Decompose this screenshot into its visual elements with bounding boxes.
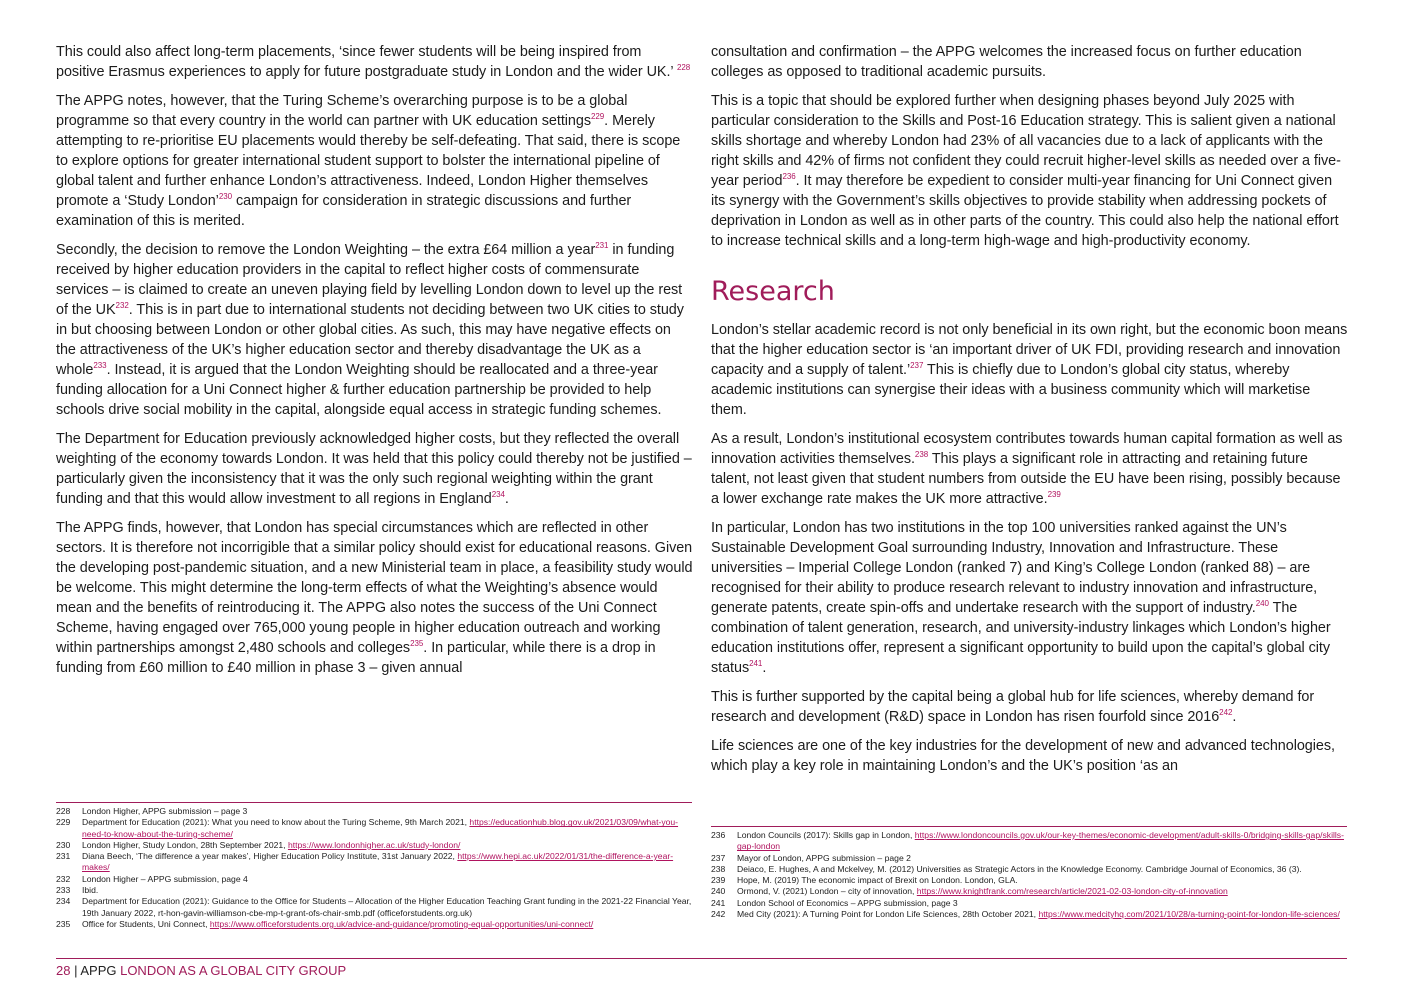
footnote-citation: London Higher, Study London, 28th September 2021, <box>82 839 288 850</box>
footer-group-name: LONDON AS A GLOBAL CITY GROUP <box>120 963 347 978</box>
footnote-citation: London Councils (2017): Skills gap in London, <box>737 830 915 840</box>
footnote-link[interactable]: https://www.knightfrank.com/research/article/2021-02-03-london-city-of-innovation <box>916 886 1228 897</box>
footnote-number: 233 <box>56 885 71 896</box>
footnote-text <box>737 853 1347 864</box>
paragraph: As a result, London’s institutional ecosystem contributes towards human capital formation as well as innovation activities themselves.$^{238}$ This plays a significant role in attracting and retaining future talent, not least given that student numbers from outside the EU have been rising, possibly because a lower exchange rate makes the UK more attractive.$^{239}$ <box>711 431 1343 507</box>
footnote-text <box>737 875 1347 886</box>
footnote-text <box>82 874 692 885</box>
footer-divider <box>56 958 1347 959</box>
footnote-text <box>82 851 692 874</box>
footnote <box>711 864 1347 875</box>
page-number: 28 <box>56 963 71 978</box>
footnote <box>711 830 1347 853</box>
footnote-citation: London Higher – APPG submission, page 4 <box>82 873 248 884</box>
footnote-text <box>737 864 1347 875</box>
paragraph: The Department for Education previously acknowledged higher costs, but they reflected the overall weighting of the economy towards London. It was held that this policy could thereby not be justified – particularly given the inconsistency that it was the only such regional weighting within the grant funding and that this would allow investment to all regions in England$^{234}$. <box>56 431 692 507</box>
footnote <box>56 896 692 919</box>
footnote-ref[interactable]: 238 <box>914 450 929 459</box>
paragraph: The APPG notes, however, that the Turing Scheme’s overarching purpose is to be a global programme so that every country in the world can partner with UK education settings$^{229}$. Merely attempting to re-prioritise EU placements would thereby be self-defeating. That said, there is scope to explore options for greater international student support to bolster the international pipeline of global talent and further enhance London’s attractiveness. Indeed, London Higher themselves promote a ‘Study London’$^{230}$ campaign for consideration in strategic discussions and further examination of this is merited. <box>56 93 681 229</box>
footnote <box>711 886 1347 897</box>
footnote-citation: Office for Students, Uni Connect, <box>82 918 210 929</box>
footnote-text <box>737 898 1347 909</box>
footnote-text <box>82 919 692 930</box>
footnote-link[interactable]: https://educationhub.blog.gov.uk/2021/03/09/what-you-need-to-know-about-the-turing-scheme/ <box>82 817 679 839</box>
footnote-citation: Deiaco, E. Hughes, A and Mckelvey, M. (2012) Universities as Strategic Actors in the Knowledge Economy. Cambridge Journal of Economics, 36 (3). <box>737 863 1302 874</box>
paragraph: This could also affect long-term placements, ‘since fewer students will be being inspired from positive Erasmus experiences to apply for future postgraduate study in London and the wider UK.’ $^{228}$ <box>56 44 691 80</box>
footnote-citation: Hope, M. (2019) The economic impact of Brexit on London. London, GLA. <box>737 875 1018 886</box>
footnote-citation: Department for Education (2021): What you need to know about the Turing Scheme, 9th March 2021, <box>82 817 470 828</box>
footnote-text <box>737 909 1347 920</box>
footer-separator: | APPG <box>70 963 121 978</box>
footnote <box>711 898 1347 909</box>
footnote <box>56 919 692 930</box>
footnote-citation: Med City (2021): A Turning Point for London Life Sciences, 28th October 2021, <box>737 909 1039 920</box>
footnote-citation: Mayor of London, APPG submission – page 2 <box>737 852 911 863</box>
footnote-text <box>737 886 1347 897</box>
footnote-ref[interactable]: 234 <box>491 490 505 499</box>
footnote-ref[interactable]: 229 <box>590 112 605 121</box>
footnote <box>711 853 1347 864</box>
paragraph: The APPG finds, however, that London has special circumstances which are reflected in other sectors. It is therefore not incorrigible that a similar policy should exist for educational reasons. Given the developing post-pandemic situation, and a new Ministerial team in place, a feasibility study would be welcome. This might determine the long-term effects of what the Weighting’s absence would mean and the benefits of reintroducing it. The APPG also notes the success of the Uni Connect Scheme, having engaged over 765,000 young people in higher education outreach and working within partnerships amongst 2,480 schools and colleges$^{235}$. In particular, while there is a drop in funding from £60 million to £40 million in phase 3 – given annual <box>56 520 693 676</box>
footnote-ref[interactable]: 231 <box>595 241 609 250</box>
footnote <box>56 817 692 840</box>
paragraph: consultation and confirmation – the APPG welcomes the increased focus on further education colleges as opposed to traditional academic pursuits. <box>711 44 1302 80</box>
footnote-link[interactable]: https://www.officeforstudents.org.uk/advice-and-guidance/promoting-equal-opportunities/uni-connect/ <box>209 918 594 929</box>
paragraph: This is a topic that should be explored further when designing phases beyond July 2025 with particular consideration to the Skills and Post-16 Education strategy. This is salient given a national skills shortage and whereby London had 23% of all vacancies due to a lack of applicants with the right skills and 42% of firms not confident they could recruit higher-level skills as needed over a five-year period$^{236}$. It may therefore be expedient to consider multi-year financing for Uni Connect given its synergy with the Government’s skills objectives to provide stability when addressing pockets of deprivation in London as well as in other parts of the country. This could also help the national effort to increase technical skills and a long-term high-wage and high-productivity economy. <box>711 93 1341 249</box>
footnote-text <box>737 830 1347 853</box>
footnote-link[interactable]: https://www.londonhigher.ac.uk/study-london/ <box>287 839 461 850</box>
paragraph: In particular, London has two institutions in the top 100 universities ranked against the UN’s Sustainable Development Goal surrounding Industry, Innovation and Infrastructure. These universities – Imperial College London (ranked 7) and King’s College London (ranked 88) – are recognised for their ability to produce research relevant to industry innovation and infrastructure, generate patents, create spin-offs and undertake research with the support of industry.$^{240}$ The combination of talent generation, research, and university-industry linkages which London’s higher education institutions offer, represent a significant opportunity to build upon the capital’s global city status$^{241}$. <box>711 520 1331 676</box>
footnote-citation: London School of Economics – APPG submission, page 3 <box>737 897 958 908</box>
footnote <box>711 875 1347 886</box>
page-footer <box>56 963 346 979</box>
footnote-ref[interactable]: 235 <box>410 639 424 648</box>
footnote-ref[interactable]: 239 <box>1047 490 1061 499</box>
footnote <box>56 874 692 885</box>
footnote <box>56 840 692 851</box>
footnotes-left <box>56 802 692 930</box>
left-column <box>56 42 693 687</box>
footnote-ref[interactable]: 228 <box>676 63 691 72</box>
paragraph: This is further supported by the capital being a global hub for life sciences, whereby demand for research and development (R&D) space in London has risen fourfold since 2016$^{242}$. <box>711 689 1315 725</box>
footnote-number: 238 <box>711 863 726 874</box>
footnote <box>56 885 692 896</box>
footnote-number: 231 <box>56 851 71 862</box>
footnote-ref[interactable]: 236 <box>782 172 796 181</box>
footnote-number: 229 <box>56 817 71 828</box>
paragraph: Life sciences are one of the key industries for the development of new and advanced technologies, which play a key role in maintaining London’s and the UK’s position ‘as an <box>711 738 1335 774</box>
footnote-text <box>82 896 692 919</box>
footnote-number: 235 <box>56 918 71 929</box>
footnote-number: 228 <box>56 806 71 816</box>
footnote <box>56 806 692 817</box>
footnote-link[interactable]: https://www.medcityhq.com/2021/10/28/a-turning-point-for-london-life-sciences/ <box>1038 909 1340 920</box>
footnote <box>56 851 692 874</box>
footnote-citation: Diana Beech, ‘The difference a year makes’, Higher Education Policy Institute, 31st January 2022, <box>82 851 458 862</box>
right-column <box>711 42 1348 785</box>
paragraph: London’s stellar academic record is not only beneficial in its own right, but the economic boon means that the higher education sector is ‘an important driver of UK FDI, providing research and innovation capacity and a supply of talent.’$^{237}$ This is chiefly due to London’s global city status, whereby academic institutions can synergise their ideas with a business community which will marketise them. <box>711 322 1348 418</box>
footnote <box>711 909 1347 920</box>
footnotes-right <box>711 826 1347 920</box>
footnote-number: 237 <box>711 852 726 863</box>
footnote-link[interactable]: https://www.londoncouncils.gov.uk/our-key-themes/economic-development/adult-skills-0/bridging-skills-gap/skills-gap-london <box>737 830 1344 852</box>
footnote-citation: Ormond, V. (2021) London – city of innovation, <box>737 886 917 897</box>
footnote-number: 234 <box>56 896 71 907</box>
footnote-number: 239 <box>711 875 726 886</box>
footnote-number: 230 <box>56 839 71 850</box>
footnote-link[interactable]: https://www.hepi.ac.uk/2022/01/31/the-difference-a-year-makes/ <box>82 851 674 873</box>
footnote-number: 240 <box>711 886 726 897</box>
footnote-text <box>82 885 692 896</box>
footnote-ref[interactable]: 241 <box>749 659 763 668</box>
footnote-text <box>82 840 692 851</box>
footnote-text <box>82 817 692 840</box>
footnote-text <box>82 806 692 817</box>
footnote-number: 241 <box>711 897 726 908</box>
footnote-ref[interactable]: 230 <box>218 192 233 201</box>
footnote-ref[interactable]: 237 <box>910 361 924 370</box>
section-heading: Research <box>711 276 835 307</box>
footnote-number: 236 <box>711 830 726 840</box>
footnote-citation: Ibid. <box>82 885 99 896</box>
footnote-ref[interactable]: 240 <box>1255 599 1269 608</box>
footnote-ref[interactable]: 233 <box>93 361 107 370</box>
footnote-ref[interactable]: 242 <box>1219 708 1233 717</box>
footnote-ref[interactable]: 232 <box>115 301 129 310</box>
footnote-citation: Department for Education (2021): Guidance to the Office for Students – Allocation of the Higher Education Teaching Grant funding in the 2021-22 Financial Year, 19th January 2022, rt-hon-gavin-williamson-cbe-mp-t-grant-ofs-chair-smb.pdf (officeforstudents.org.uk) <box>82 896 692 918</box>
footnote-number: 232 <box>56 873 71 884</box>
paragraph: Secondly, the decision to remove the London Weighting – the extra £64 million a year$^{231}$ in funding received by higher education providers in the capital to reflect higher costs of commensurate services – is claimed to create an uneven playing field by levelling London down to level up the rest of the UK$^{232}$. This is in part due to international students not deciding between two UK cities to study in but choosing between London or other global cities. As such, this may have negative effects on the attractiveness of the UK’s higher education sector and thereby disadvantage the UK as a whole$^{233}$. Instead, it is argued that the London Weighting should be reallocated and a three-year funding allocation for a Uni Connect higher & further education partnership be provided to help schools drive social mobility in the capital, alongside equal access in strategic funding schemes. <box>56 241 684 418</box>
footnote-number: 242 <box>711 909 726 920</box>
footnote-citation: London Higher, APPG submission – page 3 <box>82 806 248 816</box>
